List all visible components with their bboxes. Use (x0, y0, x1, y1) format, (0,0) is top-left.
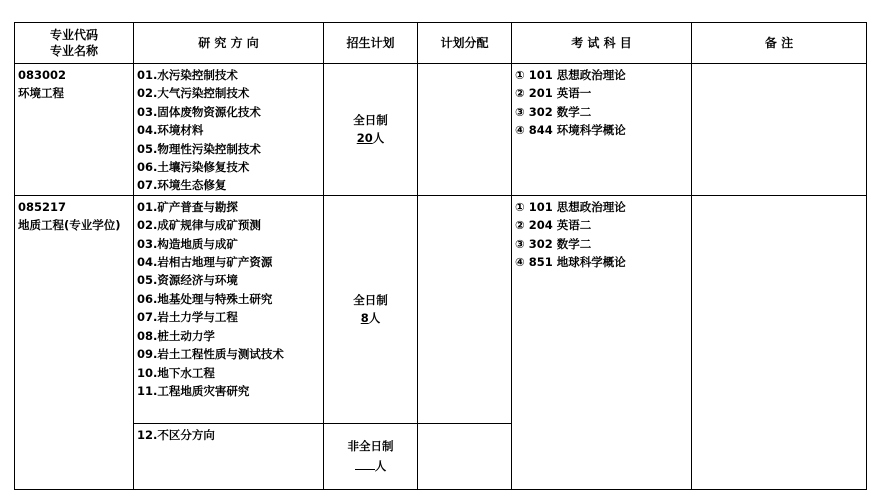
major-name: 环境工程 (18, 86, 64, 101)
direction-list (134, 64, 324, 196)
plan-type: 非全日制 (347, 439, 394, 454)
enroll-plan-cell (324, 64, 418, 196)
direction-item: 05.物理性污染控制技术 (137, 141, 261, 156)
direction-item: 04.岩相古地理与矿产资源 (137, 255, 273, 270)
major-row (15, 64, 867, 196)
subject-item: ④ 844 环境科学概论 (515, 123, 626, 138)
subject-item: ③ 302 数学二 (515, 104, 592, 119)
remarks-cell (692, 64, 867, 196)
direction-item: 07.环境生态修复 (137, 178, 227, 193)
plan-type: 全日制 (353, 113, 388, 128)
plan-alloc-cell (418, 64, 512, 196)
subject-item: ③ 302 数学二 (515, 236, 592, 251)
direction-list (134, 423, 324, 489)
direction-item: 05.资源经济与环境 (137, 273, 238, 288)
plan-unit: 人 (374, 458, 387, 473)
enrollment-table (14, 22, 867, 490)
header-direction: 研 究 方 向 (134, 23, 324, 64)
subject-item: ① 101 思想政治理论 (515, 68, 626, 82)
direction-item: 06.地基处理与特殊土研究 (137, 291, 273, 306)
direction-item: 03.构造地质与成矿 (137, 236, 238, 251)
direction-item: 06.土壤污染修复技术 (137, 160, 250, 175)
direction-item: 08.桩土动力学 (137, 328, 215, 343)
enroll-plan-cell (324, 195, 418, 423)
major-row (15, 195, 867, 423)
major-code: 085217 (18, 199, 67, 214)
plan-quota (324, 129, 417, 147)
direction-item: 03.固体废物资源化技术 (137, 104, 261, 119)
plan-alloc-cell (418, 423, 512, 489)
direction-item: 11.工程地质灾害研究 (137, 383, 250, 398)
subjects-list (512, 195, 692, 489)
plan-type: 全日制 (353, 292, 388, 307)
header-plan-alloc: 计划分配 (418, 23, 512, 64)
subject-item: ② 204 英语二 (515, 218, 592, 233)
plan-alloc-cell (418, 195, 512, 423)
major-code-name-cell (15, 64, 134, 196)
header-code-name (15, 23, 134, 64)
direction-item: 01.矿产普查与勘探 (137, 199, 238, 214)
major-name: 地质工程(专业学位) (18, 218, 121, 233)
remarks-cell (692, 195, 867, 489)
direction-item: 10.地下水工程 (137, 365, 215, 380)
header-code-label: 专业代码 (49, 28, 98, 42)
plan-count-blank (355, 456, 375, 470)
enroll-plan-cell (324, 423, 418, 489)
plan-unit: 人 (372, 131, 385, 146)
subjects-list (512, 64, 692, 196)
major-code-name-cell (15, 195, 134, 489)
direction-item: 02.成矿规律与成矿预测 (137, 218, 261, 233)
header-enroll-plan: 招生计划 (324, 23, 418, 64)
plan-quota (324, 456, 417, 475)
direction-item: 07.岩土力学与工程 (137, 310, 238, 325)
subject-item: ④ 851 地球科学概论 (515, 255, 626, 270)
subject-item: ② 201 英语一 (515, 86, 592, 101)
major-code: 083002 (18, 68, 67, 82)
header-remarks: 备 注 (692, 23, 867, 64)
plan-quota (324, 309, 417, 327)
header-subjects: 考 试 科 目 (512, 23, 692, 64)
plan-count: 8 (360, 311, 369, 326)
header-row (15, 23, 867, 64)
header-name-label: 专业名称 (49, 44, 98, 58)
plan-unit: 人 (368, 311, 381, 326)
direction-item: 12.不区分方向 (137, 427, 215, 442)
direction-item: 02.大气污染控制技术 (137, 86, 250, 101)
subject-item: ① 101 思想政治理论 (515, 199, 626, 214)
plan-count: 20 (356, 131, 373, 146)
direction-list (134, 195, 324, 423)
direction-item: 01.水污染控制技术 (137, 68, 238, 82)
direction-item: 04.环境材料 (137, 123, 204, 138)
direction-item: 09.岩土工程性质与测试技术 (137, 347, 284, 362)
